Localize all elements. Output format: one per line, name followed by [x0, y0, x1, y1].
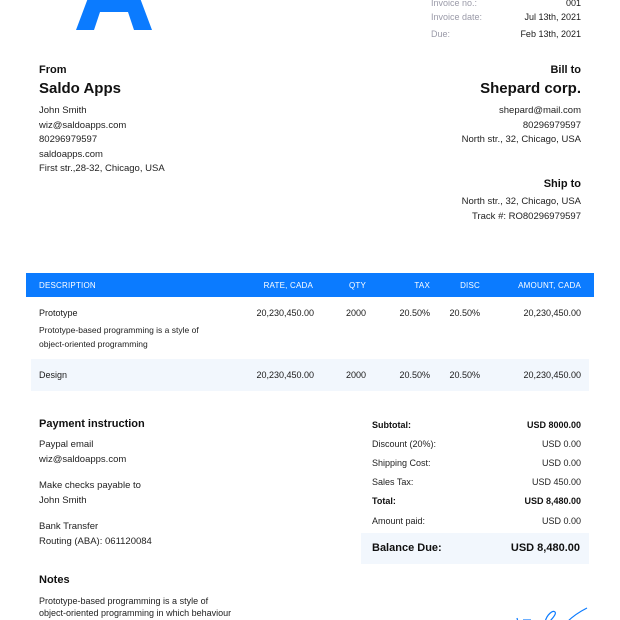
payment-title: Payment instruction: [39, 418, 145, 430]
item-amount: 20,230,450.00: [523, 308, 581, 318]
bill-to-section: [341, 64, 581, 148]
sales-tax-label: Sales Tax:: [372, 477, 414, 487]
subtotal-value: USD 8000.00: [526, 420, 581, 430]
bank-transfer-label: Bank Transfer: [39, 521, 99, 532]
signature-icon: [505, 604, 595, 620]
paypal-label: Paypal email: [39, 439, 94, 450]
discount-label: Discount (20%):: [372, 439, 437, 449]
item-qty: 2000: [345, 308, 366, 318]
subtotal-label: Subtotal:: [372, 420, 411, 430]
payment-instruction: [39, 418, 152, 549]
items-table-header: [26, 273, 594, 297]
discount-row: [372, 436, 581, 452]
item-rate: 20,230,450.00: [256, 308, 314, 318]
total-label: Total:: [372, 496, 396, 506]
item-detail: Prototype-based programming is a style of object-oriented programming: [39, 325, 199, 349]
col-disc: DISC: [460, 281, 480, 290]
from-contact-name: John Smith: [39, 105, 87, 116]
amount-paid-row: [372, 513, 581, 529]
item-tax: 20.50%: [399, 370, 430, 380]
ship-to-tracking: Track #: RO80296979597: [472, 210, 581, 222]
notes-section: [39, 574, 231, 619]
discount-value: USD 0.00: [541, 439, 581, 449]
notes-title: Notes: [39, 574, 70, 586]
invoice-number-label: Invoice no.:: [431, 0, 478, 8]
bill-to-company: Shepard corp.: [480, 80, 581, 97]
shipping-value: USD 0.00: [541, 458, 581, 468]
item-amount: 20,230,450.00: [523, 370, 581, 380]
paypal-email: wiz@saldoapps.com: [39, 453, 127, 465]
bill-to-label: Bill to: [550, 64, 581, 76]
ship-to-label: Ship to: [543, 178, 581, 190]
table-row: [31, 300, 589, 356]
bank-routing: Routing (ABA): 061120084: [39, 535, 152, 547]
due-date-row: [431, 27, 581, 41]
checks-payee: John Smith: [39, 494, 87, 506]
col-tax: TAX: [414, 281, 430, 290]
item-disc: 20.50%: [449, 370, 480, 380]
bill-to-phone: 80296979597: [522, 119, 581, 131]
invoice-number-value: 001: [565, 0, 581, 8]
item-description: Design: [39, 370, 68, 380]
balance-due-label: Balance Due:: [372, 542, 442, 554]
col-description: DESCRIPTION: [39, 281, 96, 290]
invoice-date-row: [431, 10, 581, 24]
item-rate: 20,230,450.00: [256, 370, 314, 380]
ship-to-address: North str., 32, Chicago, USA: [461, 196, 581, 207]
item-qty: 2000: [345, 370, 366, 380]
from-section: [39, 64, 165, 177]
sales-tax-value: USD 450.00: [531, 477, 581, 487]
subtotal-row: [372, 417, 581, 433]
from-email: wiz@saldoapps.com: [39, 119, 127, 131]
from-phone: 80296979597: [39, 134, 98, 145]
bill-to-address: North str., 32, Chicago, USA: [461, 134, 581, 145]
shipping-row: [372, 455, 581, 471]
amount-paid-value: USD 0.00: [541, 516, 581, 526]
item-disc: 20.50%: [449, 308, 480, 318]
invoice-date-value: Jul 13th, 2021: [524, 12, 581, 22]
invoice-date-label: Invoice date:: [431, 12, 483, 22]
col-amount: AMOUNT, CADA: [518, 281, 581, 290]
balance-due-value: USD 8,480.00: [510, 542, 580, 554]
company-logo-icon: [74, 0, 154, 30]
total-row: [372, 493, 581, 509]
due-date-value: Feb 13th, 2021: [520, 29, 581, 39]
col-qty: QTY: [348, 281, 366, 290]
from-label: From: [39, 64, 67, 76]
item-description: Prototype: [39, 308, 78, 318]
sales-tax-row: [372, 474, 581, 490]
table-row: [31, 359, 589, 391]
from-website: saldoapps.com: [39, 148, 103, 160]
from-address: First str.,28-32, Chicago, USA: [39, 163, 165, 174]
shipping-label: Shipping Cost:: [372, 458, 431, 468]
amount-paid-label: Amount paid:: [372, 516, 426, 526]
balance-due-box: [361, 533, 589, 564]
item-tax: 20.50%: [399, 308, 430, 318]
bill-to-email: shepard@mail.com: [499, 105, 581, 116]
notes-line: Prototype-based programming is a style of: [39, 596, 209, 606]
due-date-label: Due:: [431, 29, 451, 39]
invoice-number-row: [431, 0, 581, 10]
col-rate: RATE, CADA: [263, 281, 313, 290]
notes-line: object-oriented programming in which behaviour: [39, 608, 232, 618]
total-value: USD 8,480.00: [524, 496, 581, 506]
checks-label: Make checks payable to: [39, 480, 141, 491]
from-company: Saldo Apps: [39, 80, 121, 97]
ship-to-section: [341, 178, 581, 224]
